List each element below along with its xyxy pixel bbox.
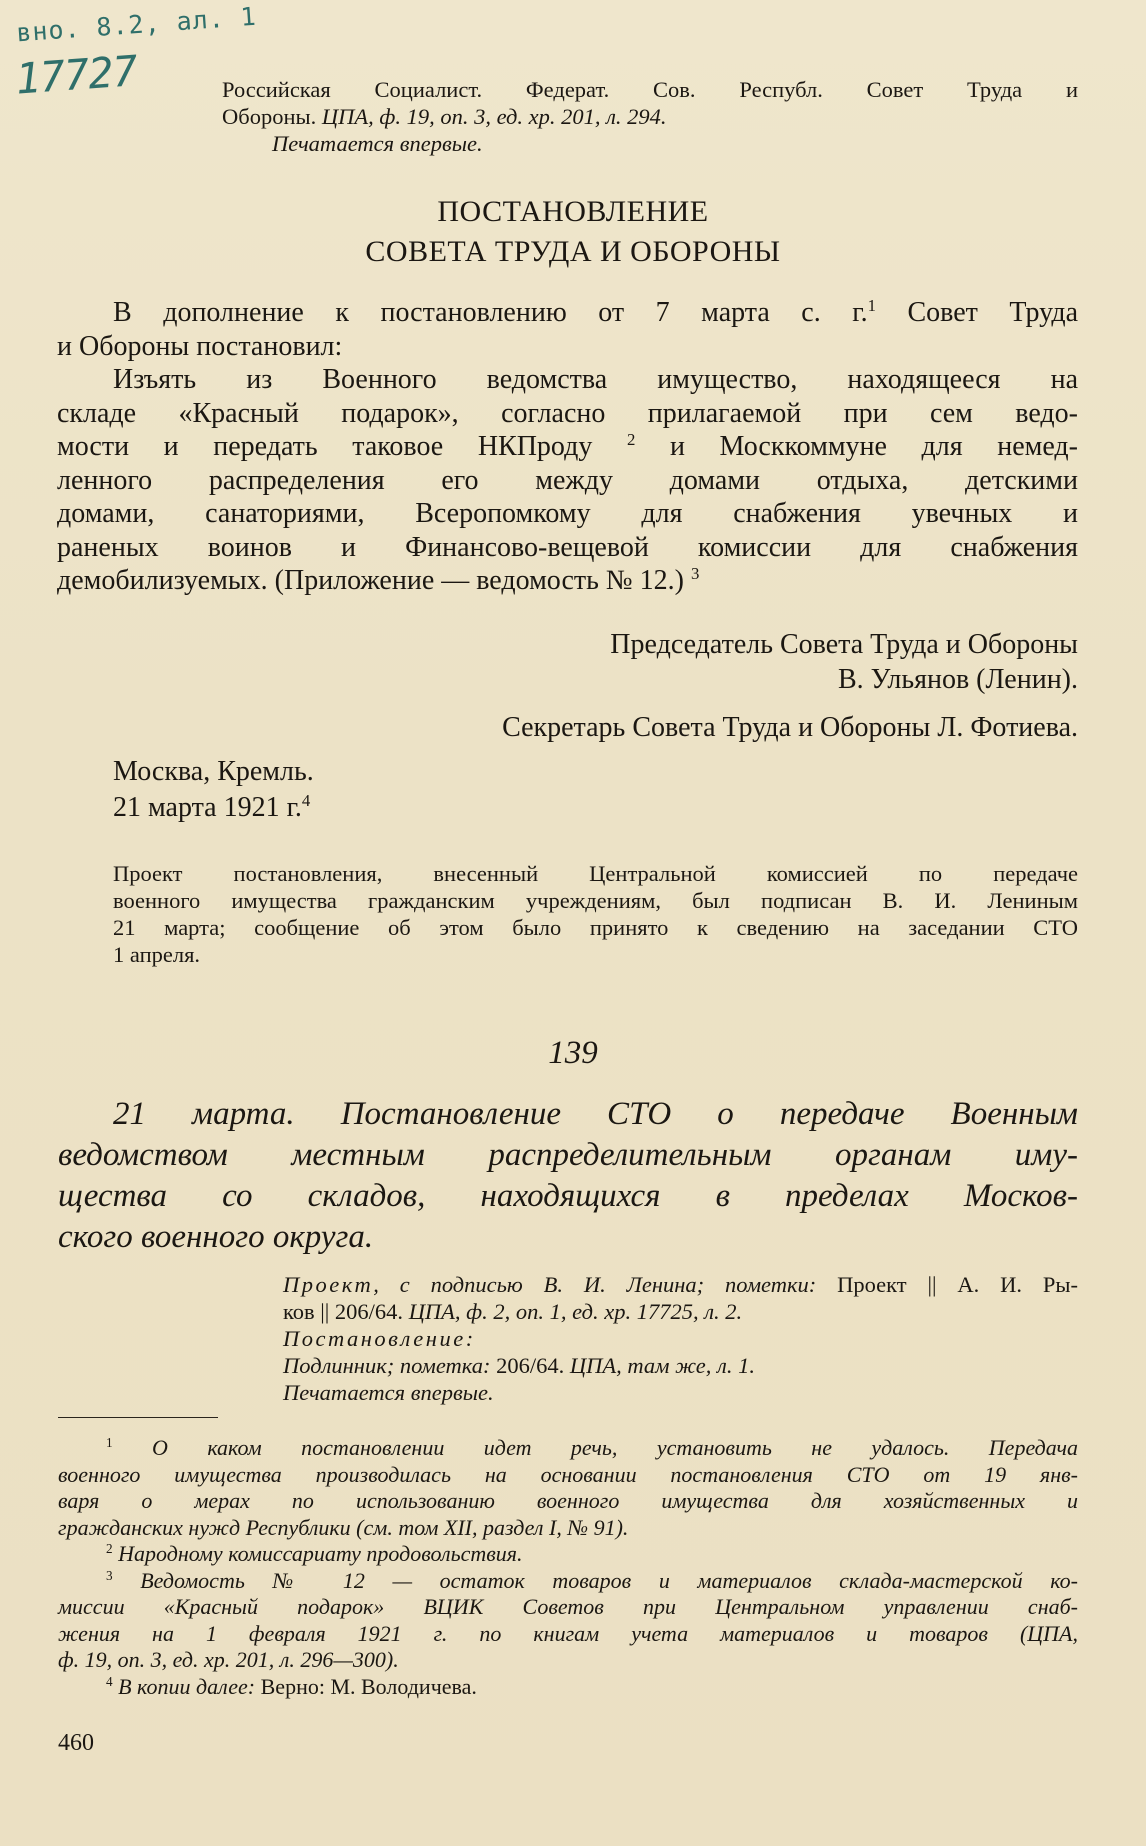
- archive-text: ЦПА, ф. 2, оп. 1, ед. хр. 17725, л. 2.: [408, 1299, 743, 1324]
- body-text: мости и передать таковое НКПроду: [57, 431, 627, 462]
- footnote-text: О каком постановлении идет речь, установить не удалось. Передача: [112, 1435, 1078, 1460]
- archive-line-4: [283, 1352, 1078, 1379]
- archive-text: 206/64.: [496, 1353, 570, 1378]
- document-place: Москва, Кремль.: [113, 756, 314, 787]
- archive-line-2: [283, 1298, 1078, 1325]
- footnote-4-line-1: [58, 1674, 1078, 1701]
- handwritten-line-2: 17727: [13, 46, 139, 104]
- footnote-1-line-2: военного имущества производилась на основании постановления СТО от 19 янв-: [58, 1461, 1078, 1487]
- source-line-1: Российская Социалист. Федерат. Сов. Республ. Совет Труда и: [222, 77, 1078, 102]
- signature-secretary: Секретарь Совета Труда и Обороны Л. Фотиева.: [502, 712, 1078, 743]
- footnote-3-line-3: жения на 1 февраля 1921 г. по книгам учета материалов и товаров (ЦПА,: [58, 1620, 1078, 1646]
- footnote-2-line-1: [58, 1541, 1078, 1568]
- archive-label: Проект: [283, 1272, 374, 1297]
- footnote-text: Народному комиссариату продовольствия.: [112, 1541, 523, 1566]
- footnote-text: Верно: М. Володичева.: [260, 1673, 477, 1699]
- document-date: [113, 791, 310, 825]
- source-line-2-archive: ЦПА, ф. 19, оп. 3, ед. хр. 201, л. 294.: [321, 104, 667, 129]
- footnote-ref: 1: [867, 295, 876, 315]
- date-text: 21 марта 1921 г.: [113, 792, 302, 823]
- body-text: В дополнение к постановлению от 7 марта с. г.: [113, 297, 868, 328]
- archive-text: Проект || А. И. Ры-: [837, 1272, 1079, 1297]
- body-p2-line-6: раненых воинов и Финансово-вещевой комиссии для снабжения: [57, 531, 1078, 563]
- note-line-1: Проект постановления, внесенный Центральной комиссией по передаче: [113, 861, 1078, 886]
- footnote-text: В копии далее:: [112, 1673, 261, 1699]
- body-p1-line-2: и Обороны постановил:: [57, 330, 343, 362]
- footnote-1-line-4: гражданских нужд Республики (см. том XII, раздел I, № 91).: [58, 1514, 629, 1540]
- heading-line-3: щества со складов, находящихся в пределах Москов-: [58, 1178, 1078, 1214]
- body-text: Совет Труда: [875, 297, 1078, 328]
- heading-line-1: 21 марта. Постановление СТО о передаче Военным: [113, 1096, 1078, 1132]
- signature-chairman-title: Председатель Совета Труда и Обороны: [610, 629, 1078, 660]
- heading-line-4: ского военного округа.: [58, 1219, 374, 1255]
- signature-chairman-name: В. Ульянов (Ленин).: [838, 664, 1078, 695]
- source-line-2-text: Обороны.: [222, 104, 322, 129]
- footnote-number: 2: [106, 1541, 113, 1557]
- archive-reference: [283, 1271, 1078, 1406]
- footnotes: [58, 1435, 1078, 1700]
- archive-text: ков || 206/64.: [283, 1299, 409, 1324]
- footnote-3-line-4: ф. 19, оп. 3, ед. хр. 201, л. 296—300).: [58, 1647, 399, 1672]
- document-heading: [58, 1094, 1078, 1258]
- footnote-divider: [58, 1417, 218, 1418]
- footnote-ref: 2: [626, 429, 636, 449]
- footnote-1-line-3: варя о мерах по использованию военного имущества для хозяйственных и: [58, 1488, 1078, 1513]
- archive-line-5: Печатается впервые.: [283, 1380, 494, 1405]
- footnote-1-line-1: [58, 1435, 1078, 1462]
- source-line-3: Печатается впервые.: [272, 131, 483, 156]
- footnote-ref: 3: [690, 563, 700, 583]
- body-text: демобилизуемых. (Приложение — ведомость № 12.): [57, 565, 691, 596]
- footnote-3-line-2: миссии «Красный подарок» ВЦИК Советов при Центральном управлении снаб-: [58, 1594, 1078, 1619]
- source-line-2: [222, 103, 1078, 130]
- footnote-text: Ведомость № 12 — остаток товаров и материалов склада-мастерской ко-: [112, 1567, 1078, 1593]
- handwritten-line-1: вно. 8.2, ал. 1: [15, 1, 258, 48]
- body-p1-line-1: [113, 296, 1078, 330]
- footnote-number: 3: [106, 1567, 113, 1583]
- body-p2-line-5: домами, санаториями, Всеропомкому для снабжения увечных и: [57, 498, 1078, 529]
- footnote-ref: 4: [301, 790, 311, 810]
- archive-text: , с подписью В. И. Ленина; пометки:: [373, 1272, 838, 1297]
- note-line-4: 1 апреля.: [113, 942, 201, 967]
- archive-line-3: Постановление:: [283, 1326, 476, 1351]
- document-body: [57, 295, 1078, 598]
- body-text: и Москкоммуне для немед-: [635, 431, 1078, 462]
- document-title-line-2: СОВЕТА ТРУДА И ОБОРОНЫ: [365, 235, 781, 268]
- note-line-2: военного имущества гражданским учреждениям, был подписан В. И. Лениным: [113, 888, 1078, 913]
- editorial-note: [113, 860, 1078, 968]
- note-line-3: 21 марта; сообщение об этом было принято к сведению на заседании СТО: [113, 915, 1078, 940]
- archive-line-1: [283, 1271, 1078, 1298]
- body-p2-line-3: [57, 430, 1078, 464]
- footnote-number: 4: [106, 1673, 113, 1689]
- body-p2-line-2: складе «Красный подарок», согласно прилагаемой при сем ведо-: [57, 397, 1078, 429]
- document-number: 139: [548, 1035, 598, 1071]
- archive-text: Подлинник; пометка:: [283, 1353, 497, 1378]
- body-p2-line-4: ленного распределения его между домами отдыха, детскими: [57, 464, 1078, 496]
- heading-line-2: ведомством местным распределительным органам иму-: [58, 1137, 1078, 1173]
- archive-text: ЦПА, там же, л. 1.: [569, 1353, 755, 1378]
- source-reference: [222, 76, 1078, 157]
- footnote-3-line-1: [58, 1568, 1078, 1595]
- footnote-number: 1: [106, 1435, 113, 1451]
- body-p2-line-7: [57, 564, 1078, 598]
- document-title-line-1: ПОСТАНОВЛЕНИЕ: [437, 195, 709, 228]
- body-p2-line-1: Изъять из Военного ведомства имущество, находящееся на: [113, 364, 1078, 395]
- page-number: 460: [58, 1730, 94, 1756]
